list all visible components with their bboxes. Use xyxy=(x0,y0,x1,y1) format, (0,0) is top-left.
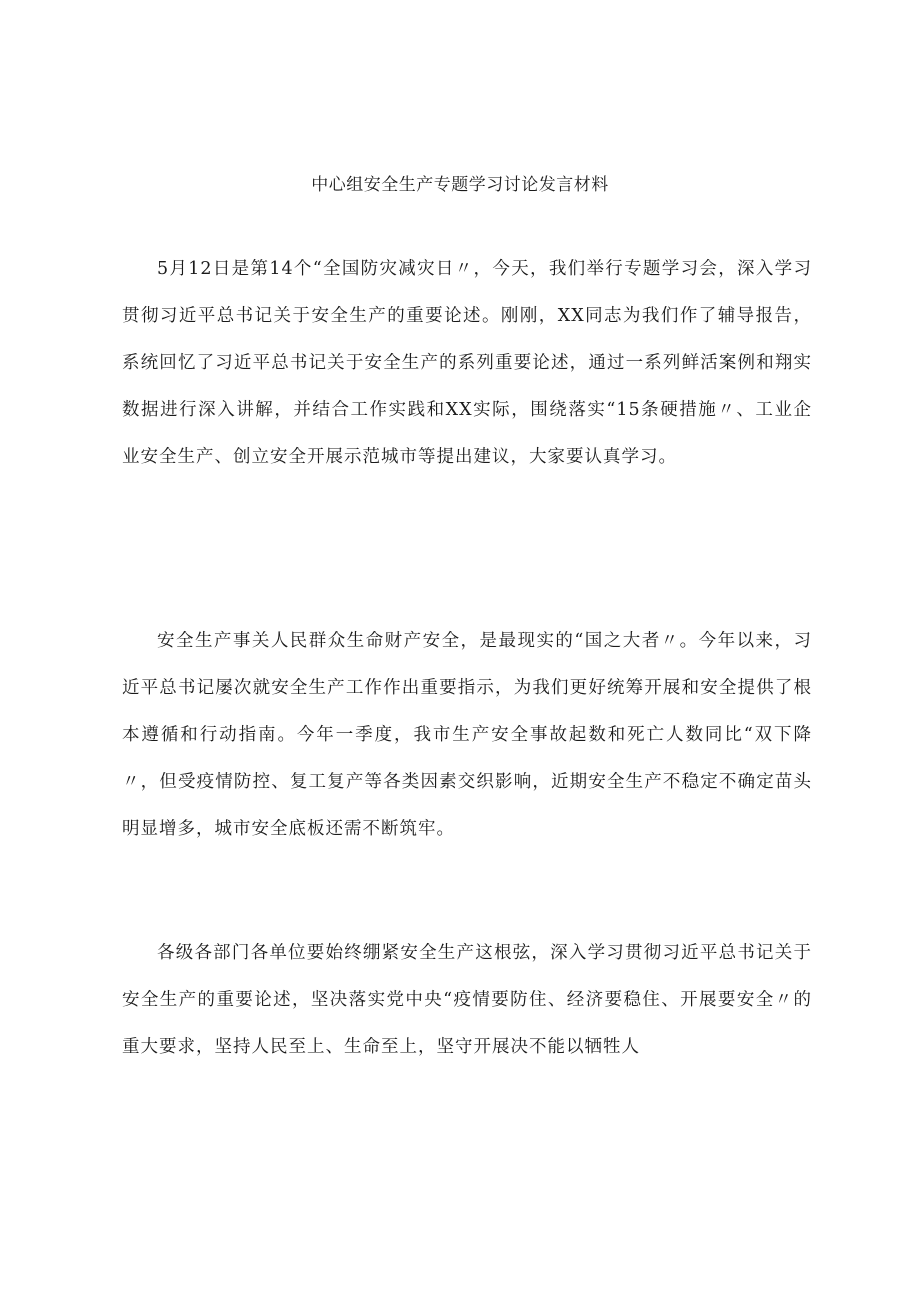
paragraph-2: 安全生产事关人民群众生命财产安全，是最现实的“国之大者〃。今年以来，习近平总书记屡次就安全生产工作作出重要指示，为我们更好统筹开展和安全提供了根本遵循和行动指南。今年一季度，我市生产安全事故起数和死亡人数同比“双下降〃，但受疫情防控、复工复产等各类因素交织影响，近期安全生产不稳定不确定苗头明显增多，城市安全底板还需不断筑牢。 xyxy=(122,631,812,839)
paragraph-1: 5月12日是第14个“全国防灾减灾日〃，今天，我们举行专题学习会，深入学习贯彻习近平总书记关于安全生产的重要论述。刚刚，XX同志为我们作了辅导报告，系统回忆了习近平总书记关于安全生产的系列重要论述，通过一系列鲜活案例和翔实数据进行深入讲解，并结合工作实践和XX实际，围绕落实“15条硬措施〃、工业企业安全生产、创立安全开展示范城市等提出建议，大家要认真学习。 xyxy=(122,259,812,467)
paragraph-3: 各级各部门各单位要始终绷紧安全生产这根弦，深入学习贯彻习近平总书记关于安全生产的重要论述，坚决落实党中央“疫情要防住、经济要稳住、开展要安全〃的重大要求，坚持人民至上、生命至上，坚守开展决不能以牺牲人 xyxy=(122,943,812,1057)
document-title: 中心组安全生产专题学习讨论发言材料 xyxy=(311,175,609,195)
